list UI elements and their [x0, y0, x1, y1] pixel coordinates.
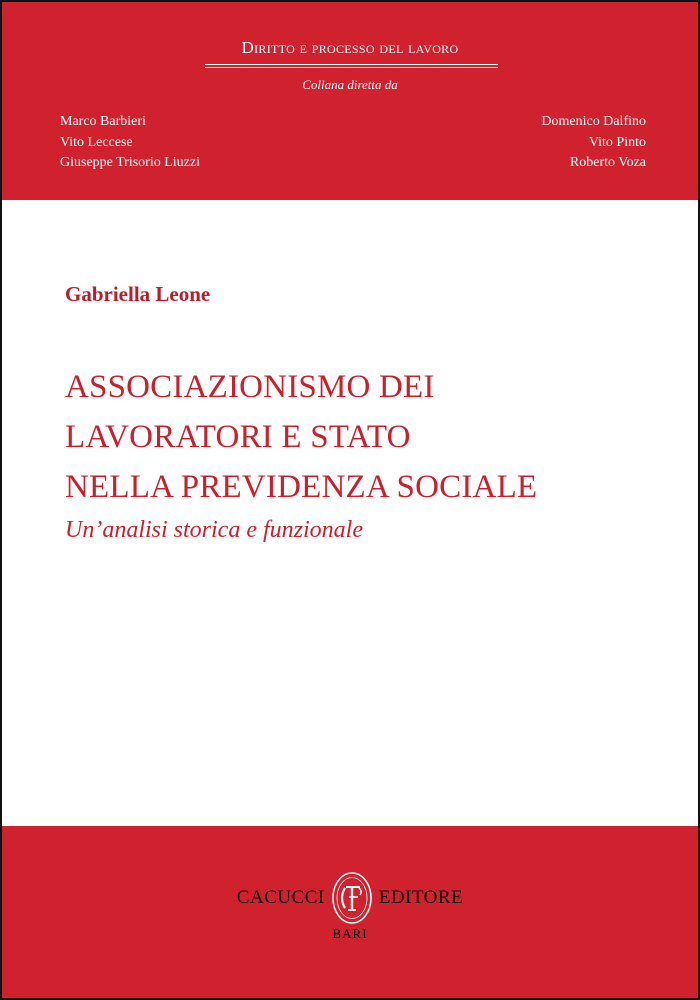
editors-right-column: [541, 112, 646, 174]
book-title-line: NELLA PREVIDENZA SOCIALE: [65, 469, 538, 505]
book-cover: [2, 2, 698, 998]
cacucci-seal-logo-icon: [331, 870, 373, 926]
book-subtitle: Un’analisi storica e funzionale: [65, 517, 363, 543]
editor-name: Vito Pinto: [588, 134, 646, 150]
book-author: Gabriella Leone: [65, 282, 211, 306]
editor-name: Vito Leccese: [60, 134, 133, 150]
publisher-name-left: CACUCCI: [236, 887, 325, 908]
book-title-line: ASSOCIAZIONISMO DEI: [65, 369, 435, 405]
series-directed-by: Collana diretta da: [302, 77, 398, 92]
book-title: [65, 362, 665, 512]
publisher-name-right: EDITORE: [378, 887, 464, 908]
publisher-city: BARI: [332, 926, 368, 941]
series-title-rule: [205, 64, 498, 65]
editors-left-column: [60, 112, 200, 174]
editor-name: Roberto Voza: [569, 155, 646, 170]
book-title-line: LAVORATORI E STATO: [65, 419, 411, 455]
editor-name: Giuseppe Trisorio Liuzzi: [60, 155, 200, 170]
series-title-rule-second: [205, 67, 498, 68]
series-title: Diritto e processo del lavoro: [241, 38, 459, 57]
editor-name: Domenico Dalfino: [541, 114, 646, 129]
series-band: [2, 2, 698, 200]
editor-name: Marco Barbieri: [60, 114, 146, 129]
publisher-row: [2, 870, 698, 926]
